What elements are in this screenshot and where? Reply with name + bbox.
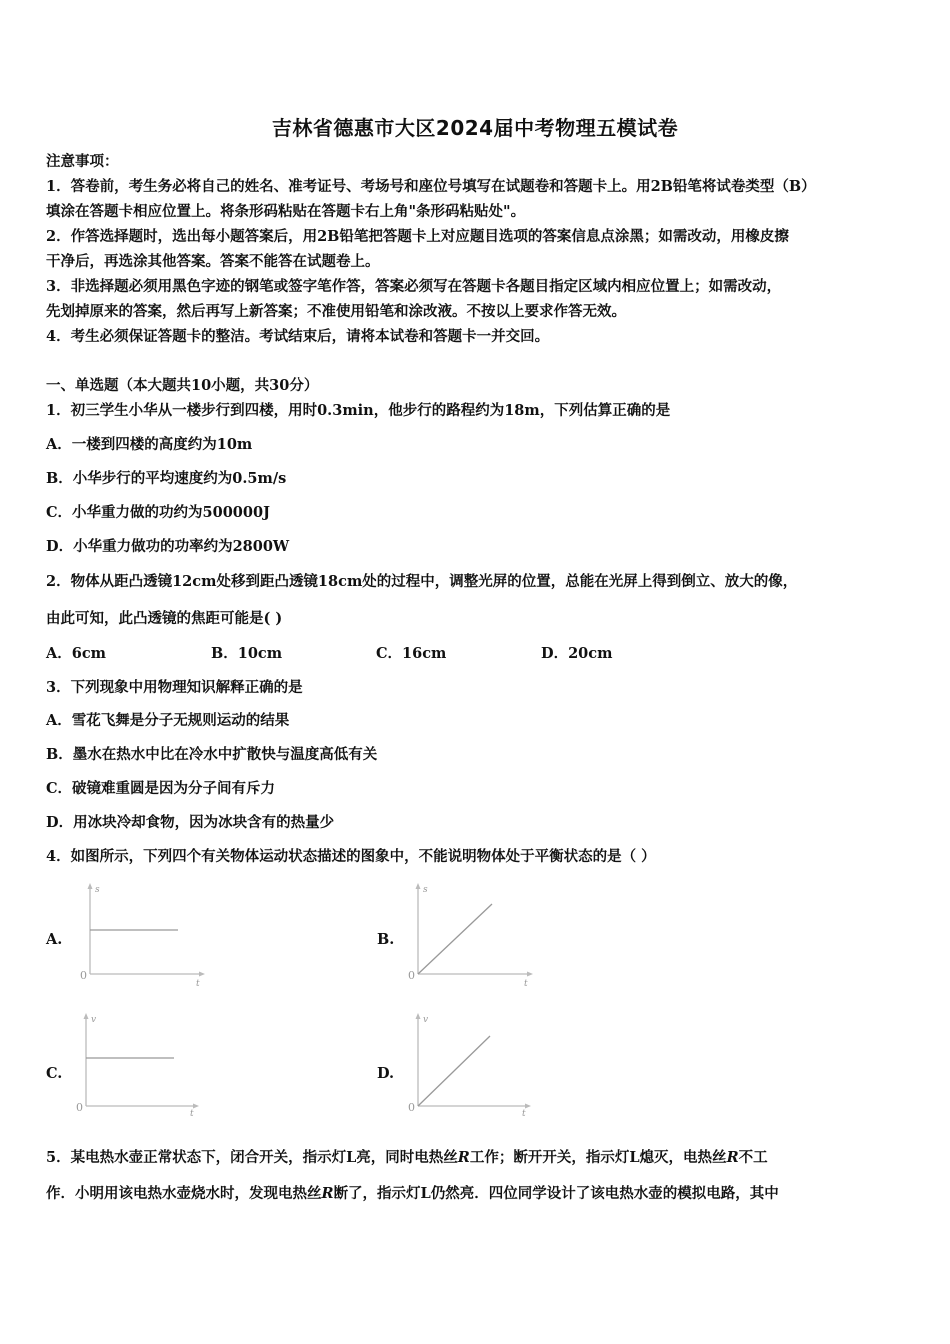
origin-label: 0 [76,1101,83,1114]
q5-text: 断了，指示灯L仍然亮．四位同学设计了该电热水壶的模拟电路，其中 [333,1185,779,1202]
notes-line: 先划掉原来的答案，然后再写上新答案；不准使用铅笔和涂改液。不按以上要求作答无效。 [46,303,626,320]
origin-label: 0 [80,969,87,982]
graph-d [400,1010,540,1120]
question-1-option-d: D．小华重力做功的功率约为2800W [46,538,290,555]
graph-c [68,1010,208,1120]
var-r: R [457,1149,470,1166]
notes-line: 干净后，再选涂其他答案。答案不能答在试题卷上。 [46,253,380,270]
x-axis-arrow [527,972,533,977]
y-axis-label: s [423,885,428,895]
question-4-stem: 4．如图所示，下列四个有关物体运动状态描述的图象中，不能说明物体处于平衡状态的是（ ） [46,848,656,865]
x-axis-label: t [190,1109,194,1119]
graph-c-label: C. [46,1065,63,1082]
q5-text: 5．某电热水壶正常状态下，闭合开关，指示灯L亮，同时电热丝 [46,1149,458,1166]
question-2-stem: 2．物体从距凸透镜12cm处移到距凸透镜18cm处的过程中，调整光屏的位置，总能在光屏上得到倒立、放大的像， [46,573,798,590]
y-axis-arrow [416,1013,421,1019]
section-heading: 一、单选题（本大题共10小题，共30分） [46,377,319,394]
question-2-option-c: C．16cm [376,645,447,662]
question-3-option-d: D．用冰块冷却食物，因为冰块含有的热量少 [46,814,335,831]
x-axis-label: t [524,979,528,989]
y-axis-arrow [84,1013,89,1019]
y-axis-label: v [91,1015,97,1025]
var-r: R [321,1185,334,1202]
question-2-option-b: B．10cm [211,645,283,662]
notes-line: 2．作答选择题时，选出每小题答案后，用2B铅笔把答题卡上对应题目选项的答案信息点涂黑；如需改动，用橡皮擦 [46,228,789,245]
question-2-option-d: D．20cm [541,645,613,662]
question-3-option-a: A．雪花飞舞是分子无规则运动的结果 [46,712,290,729]
graph-a-label: A. [46,931,63,948]
question-1-stem: 1．初三学生小华从一楼步行到四楼，用时0.3min，他步行的路程约为18m，下列估算正确的是 [46,402,671,419]
q5-text: 不工 [738,1149,768,1166]
q5-text: 工作；断开开关，指示灯L熄灭，电热丝 [469,1149,727,1166]
question-3-option-b: B．墨水在热水中比在冷水中扩散快与温度高低有关 [46,746,378,763]
y-axis-arrow [88,883,93,889]
plot-line [418,904,492,974]
question-1-option-b: B．小华步行的平均速度约为0.5m/s [46,470,287,487]
notes-line: 4．考生必须保证答题卡的整洁。考试结束后，请将本试卷和答题卡一并交回。 [46,328,550,345]
origin-label: 0 [408,1101,415,1114]
question-2-stem-cont: 由此可知，此凸透镜的焦距可能是( ) [46,610,283,627]
y-axis-label: v [423,1015,429,1025]
notes-line: 3．非选择题必须用黑色字迹的钢笔或签字笔作答，答案必须写在答题卡各题目指定区域内相应位置上；如需改动， [46,278,782,295]
var-r: R [726,1149,739,1166]
graph-d-label: D. [377,1065,395,1082]
y-axis-label: s [95,885,100,895]
graph-b-label: B. [377,931,395,948]
notes-line: 填涂在答题卡相应位置上。将条形码粘贴在答题卡右上角"条形码粘贴处"。 [46,203,526,220]
graph-b [400,880,540,990]
plot-line [418,1036,490,1106]
question-5-stem [46,1148,768,1168]
question-3-option-c: C．破镜难重圆是因为分子间有斥力 [46,780,276,797]
question-5-stem-cont [46,1184,779,1204]
x-axis-arrow [525,1104,531,1109]
question-3-stem: 3．下列现象中用物理知识解释正确的是 [46,679,303,696]
y-axis-arrow [416,883,421,889]
page-title: 吉林省德惠市大区2024届中考物理五模试卷 [271,116,679,140]
x-axis-label: t [196,979,200,989]
notes-line: 1．答卷前，考生务必将自己的姓名、准考证号、考场号和座位号填写在试题卷和答题卡上。用2B铅笔将试卷类型（B） [46,178,816,195]
question-1-option-c: C．小华重力做的功约为500000J [46,504,270,521]
graph-a [70,880,210,990]
x-axis-arrow [193,1104,199,1109]
x-axis-arrow [199,972,205,977]
question-1-option-a: A．一楼到四楼的高度约为10m [46,436,253,453]
question-2-option-a: A．6cm [46,645,107,662]
q5-text: 作．小明用该电热水壶烧水时，发现电热丝 [46,1185,322,1202]
origin-label: 0 [408,969,415,982]
notes-heading: 注意事项： [46,153,119,170]
x-axis-label: t [522,1109,526,1119]
